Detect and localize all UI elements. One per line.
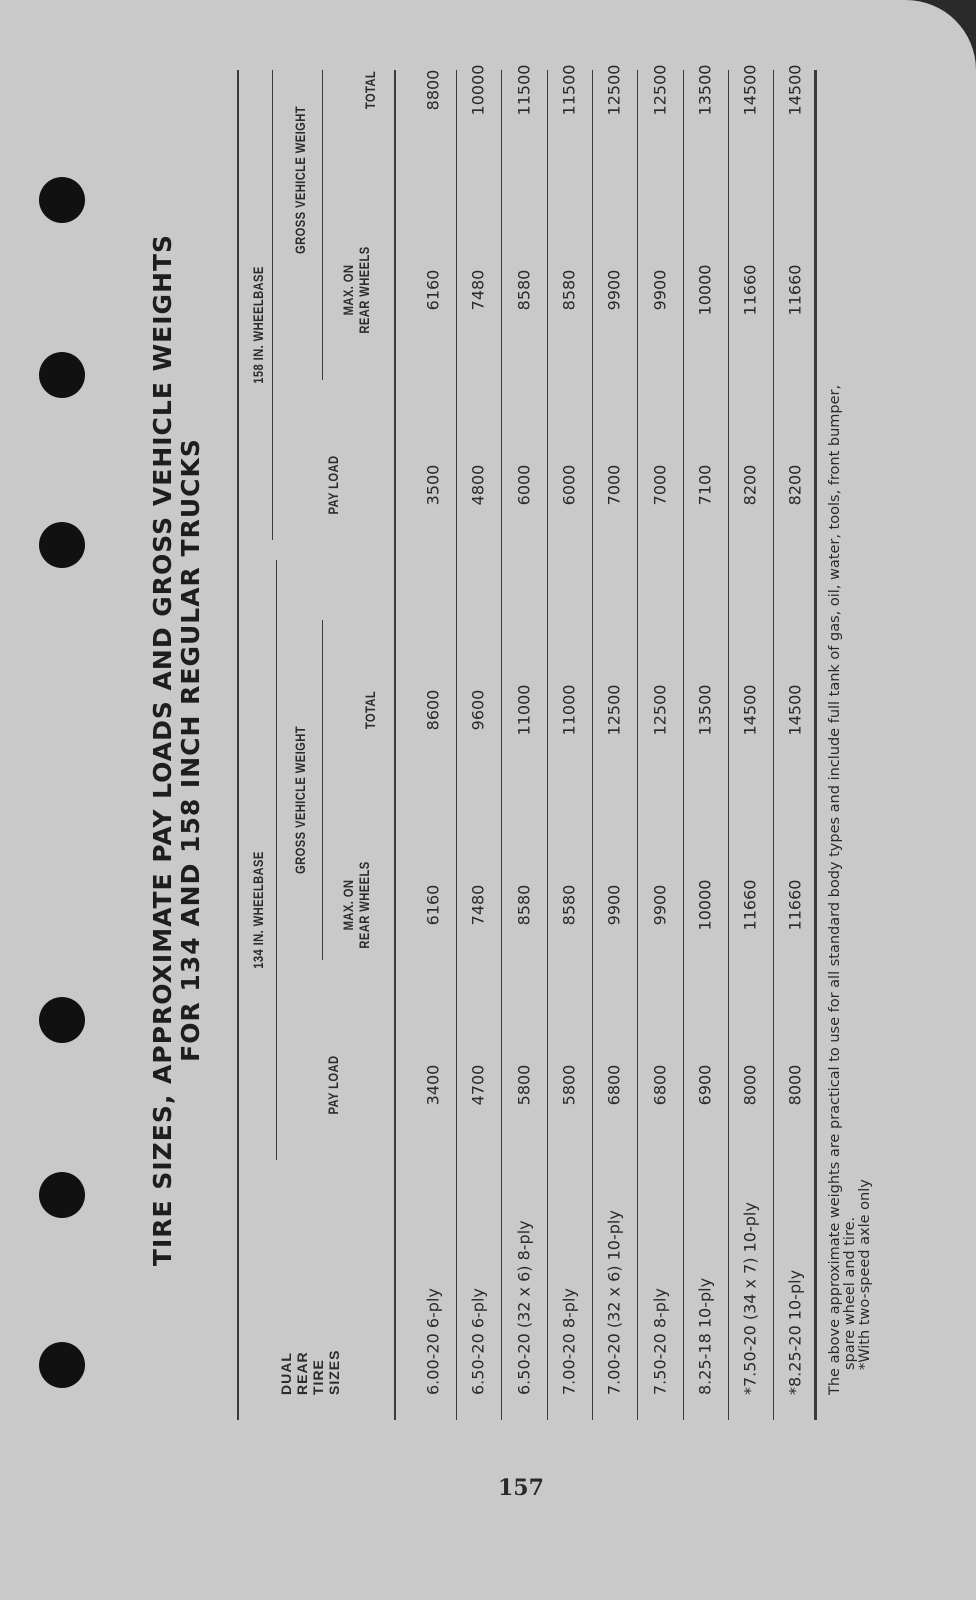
header-text: REAR WHEELS: [356, 861, 372, 949]
weight-cell: 13500: [695, 64, 715, 116]
weight-cell: 8200: [785, 464, 805, 506]
weight-cell: 9900: [650, 884, 669, 926]
tire-size-cell: 8.25-18 10-ply: [695, 1277, 715, 1395]
header-158-total: TOTAL: [362, 70, 378, 110]
header-134-max-rear: [340, 861, 372, 948]
row-rule: [501, 70, 502, 1420]
tire-size-cell: 7.50-20 8-ply: [650, 1288, 669, 1395]
weight-cell: 11660: [785, 879, 805, 931]
rule-158-gvw: [322, 70, 323, 380]
footnote-line: *With two-speed axle only: [857, 1179, 873, 1370]
weight-cell: 8000: [785, 1064, 805, 1106]
weight-cell: 5800: [514, 1064, 534, 1106]
weight-cell: 4800: [468, 464, 488, 506]
weight-cell: 9900: [604, 269, 624, 311]
weight-cell: 11000: [514, 684, 534, 736]
weight-cell: 7480: [468, 269, 488, 311]
footnote: [828, 385, 873, 1395]
weight-cell: 7100: [695, 464, 715, 506]
header-158-max-rear: [340, 246, 372, 333]
weight-cell: 9600: [468, 689, 488, 731]
weight-cell: 8200: [740, 464, 760, 506]
row-rule: [456, 70, 457, 1420]
header-134-total: TOTAL: [362, 690, 378, 730]
weight-cell: 11660: [740, 264, 760, 316]
tire-size-cell: 6.50-20 (32 x 6) 8-ply: [514, 1220, 534, 1395]
row-rule: [728, 70, 729, 1420]
row-rule: [773, 70, 774, 1420]
header-134-gvw: GROSS VEHICLE WEIGHT: [292, 725, 308, 875]
weight-cell: 10000: [468, 64, 488, 116]
weight-cell: 14500: [740, 684, 760, 736]
weight-cell: 6900: [695, 1064, 715, 1106]
weight-cell: 3400: [423, 1064, 443, 1106]
header-134-wheelbase: 134 IN. WHEELBASE: [250, 851, 266, 969]
tire-size-cell: 7.00-20 (32 x 6) 10-ply: [604, 1210, 624, 1395]
weight-cell: 9900: [604, 884, 624, 926]
header-158-pay-load: PAY LOAD: [325, 455, 341, 515]
weight-cell: 8580: [514, 269, 534, 311]
weight-cell: 10000: [695, 264, 715, 316]
weight-cell: 6160: [423, 269, 443, 311]
footnote-line: The above approximate weights are practical to use for all standard body types and include full tank of gas, oil, water, tools, front bumper,: [827, 384, 843, 1395]
header-134-pay-load: PAY LOAD: [325, 1055, 341, 1115]
weight-cell: 7480: [468, 884, 488, 926]
row-rule: [683, 70, 684, 1420]
tire-size-cell: 6.50-20 6-ply: [468, 1288, 488, 1395]
weight-cell: 11500: [514, 64, 534, 116]
header-bottom-rule: [394, 70, 396, 1420]
weight-cell: 8580: [559, 884, 579, 926]
header-text: SIZES: [326, 1349, 342, 1395]
weight-cell: 8000: [740, 1064, 760, 1106]
weight-cell: 6800: [604, 1064, 624, 1106]
weight-cell: 8580: [559, 269, 579, 311]
table-bottom-rule: [814, 70, 817, 1420]
row-rule: [592, 70, 593, 1420]
weight-cell: 11500: [559, 64, 579, 116]
weight-cell: 6000: [559, 464, 579, 506]
header-text: REAR: [294, 1351, 310, 1395]
weight-cell: 9900: [650, 269, 669, 311]
header-158-gvw: GROSS VEHICLE WEIGHT: [292, 105, 308, 255]
weight-cell: 6160: [423, 884, 443, 926]
row-rule: [547, 70, 548, 1420]
weight-cell: 12500: [650, 64, 669, 116]
weight-cell: 8600: [423, 689, 443, 731]
weight-cell: 13500: [695, 684, 715, 736]
weight-cell: 8580: [514, 884, 534, 926]
page-number: 157: [498, 1475, 544, 1501]
table-top-rule: [237, 70, 239, 1420]
weight-cell: 8800: [423, 69, 443, 111]
tire-size-cell: *7.50-20 (34 x 7) 10-ply: [740, 1202, 760, 1395]
header-tire-sizes: [278, 1350, 342, 1395]
weight-cell: 14500: [740, 64, 760, 116]
header-158-wheelbase: 158 IN. WHEELBASE: [250, 266, 266, 384]
tire-size-cell: 6.00-20 6-ply: [423, 1288, 443, 1395]
header-text: MAX. ON: [340, 879, 356, 931]
weight-cell: 7000: [650, 464, 669, 506]
weight-cell: 6800: [650, 1064, 669, 1106]
header-text: MAX. ON: [340, 264, 356, 316]
tire-size-cell: 7.00-20 8-ply: [559, 1288, 579, 1395]
header-text: TIRE: [310, 1359, 326, 1395]
footnote-line: spare wheel and tire.: [842, 1216, 858, 1370]
title-line-2: FOR 134 AND 158 INCH REGULAR TRUCKS: [176, 438, 205, 1062]
title-line-1: TIRE SIZES, APPROXIMATE PAY LOADS AND GROSS VEHICLE WEIGHTS: [148, 233, 177, 1267]
weight-cell: 5800: [559, 1064, 579, 1106]
rule-158: [272, 70, 273, 540]
header-text: REAR WHEELS: [356, 246, 372, 334]
weight-cell: 11660: [785, 264, 805, 316]
weight-cell: 4700: [468, 1064, 488, 1106]
weight-cell: 10000: [695, 879, 715, 931]
weight-cell: 6000: [514, 464, 534, 506]
weight-cell: 11000: [559, 684, 579, 736]
rule-134-gvw: [322, 620, 323, 960]
weight-cell: 11660: [740, 879, 760, 931]
tire-size-cell: *8.25-20 10-ply: [785, 1269, 805, 1395]
header-text: DUAL: [278, 1352, 294, 1395]
weight-cell: 12500: [604, 64, 624, 116]
rule-134: [276, 560, 277, 1160]
weight-cell: 3500: [423, 464, 443, 506]
weight-cell: 14500: [785, 684, 805, 736]
row-rule: [637, 70, 638, 1420]
weight-cell: 7000: [604, 464, 624, 506]
weight-cell: 12500: [604, 684, 624, 736]
weight-cell: 14500: [785, 64, 805, 116]
weight-cell: 12500: [650, 684, 669, 736]
